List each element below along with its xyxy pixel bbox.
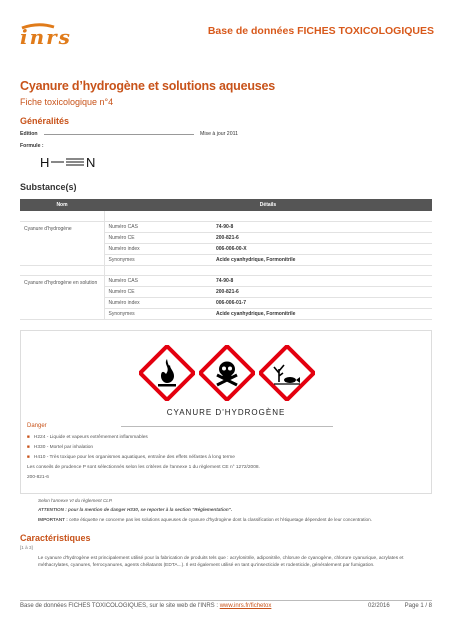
detail-value: Acide cyanhydrique, Formonitrile bbox=[212, 308, 432, 319]
substances-table bbox=[20, 199, 432, 320]
detail-label: Numéro index bbox=[104, 297, 212, 308]
clp-note: Selon l'annexe VI du règlement CLP. bbox=[38, 498, 113, 503]
detail-label: Synonymes bbox=[104, 308, 212, 319]
ec-number: 200-821-6 bbox=[27, 475, 49, 480]
table-spacer-row bbox=[20, 265, 432, 275]
detail-label: Synonymes bbox=[104, 254, 212, 265]
table-spacer-row bbox=[20, 211, 432, 221]
section-substances-heading: Substance(s) bbox=[20, 182, 77, 192]
table-row bbox=[20, 221, 432, 232]
detail-label: Numéro CAS bbox=[104, 275, 212, 286]
detail-value: Acide cyanhydrique, Formonitrile bbox=[212, 254, 432, 265]
important-note: IMPORTANT : cette étiquette ne concerne pas les solutions aqueuses de cyanure d'hydrogène dont la classification et l'étiquetage dépendent de leur concentration. bbox=[38, 517, 372, 522]
label-divider bbox=[121, 426, 333, 427]
detail-label: Numéro CE bbox=[104, 232, 212, 243]
detail-value: 74-90-8 bbox=[212, 221, 432, 232]
hazard-label-box bbox=[20, 330, 432, 494]
detail-value: 200-821-6 bbox=[212, 286, 432, 297]
danger-signal-word: Danger bbox=[27, 423, 47, 429]
hazard-statement: ■ H330 - Mortel par inhalation bbox=[27, 445, 94, 450]
detail-value: 74-90-8 bbox=[212, 275, 432, 286]
formula-h: H bbox=[40, 155, 50, 170]
detail-label: Numéro CE bbox=[104, 286, 212, 297]
document-title: Cyanure d’hydrogène et solutions aqueuses bbox=[20, 79, 276, 93]
bullet-icon: ■ bbox=[27, 435, 30, 440]
attention-note: ATTENTION : pour la mention de danger H330, se reporter à la section "Réglementation". bbox=[38, 507, 233, 512]
section-caracteristiques-heading: Caractéristiques bbox=[20, 533, 91, 543]
footer-divider bbox=[20, 600, 432, 601]
prudence-text: Les conseils de prudence P sont sélectionnés selon les critères de l'annexe 1 du règlement CE n° 1272/2008. bbox=[27, 465, 260, 470]
svg-text:inrs: inrs bbox=[20, 25, 72, 48]
page-header bbox=[0, 0, 452, 68]
substance-name: Cyanure d'hydrogène en solution bbox=[20, 275, 104, 319]
substance-name: Cyanure d'hydrogène bbox=[20, 221, 104, 265]
flame-pictogram-icon bbox=[139, 345, 195, 401]
detail-value: 200-821-6 bbox=[212, 232, 432, 243]
section-generalites-heading: Généralités bbox=[20, 116, 70, 126]
page-number: Page 1 / 8 bbox=[404, 603, 432, 609]
footer-link[interactable]: www.inrs.fr/fichetox bbox=[219, 603, 272, 609]
formula-label: Formule : bbox=[20, 143, 44, 149]
bullet-icon: ■ bbox=[27, 445, 30, 450]
detail-label: Numéro CAS bbox=[104, 221, 212, 232]
hazard-statement: ■ H224 - Liquide et vapeurs extrêmement inflammables bbox=[27, 435, 148, 440]
column-header-details: Détails bbox=[104, 199, 432, 211]
footer-date: 02/2016 bbox=[368, 603, 390, 609]
footer-text: Base de données FICHES TOXICOLOGIQUES, sur le site web de l'INRS : bbox=[20, 603, 219, 609]
environment-pictogram-icon bbox=[259, 345, 315, 401]
detail-label: Numéro index bbox=[104, 243, 212, 254]
hazard-statement: ■ H410 - Très toxique pour les organismes aquatiques, entraîne des effets néfastes à long terme bbox=[27, 455, 235, 460]
inrs-logo bbox=[18, 22, 96, 48]
table-header-row bbox=[20, 199, 432, 211]
document-subtitle: Fiche toxicologique n°4 bbox=[20, 97, 114, 107]
table-row bbox=[20, 275, 432, 286]
edition-label: Edition bbox=[20, 131, 38, 137]
bullet-icon: ■ bbox=[27, 455, 30, 460]
column-header-name: Nom bbox=[20, 199, 104, 211]
label-product-name: CYANURE D'HYDROGÈNE bbox=[166, 408, 286, 417]
database-title: Base de données FICHES TOXICOLOGIQUES bbox=[207, 25, 434, 37]
page-footer bbox=[20, 603, 432, 609]
chemical-formula bbox=[40, 154, 100, 175]
edition-divider bbox=[44, 134, 194, 135]
reference-tag: [1 à 3] bbox=[20, 545, 33, 550]
detail-value: 006-006-01-7 bbox=[212, 297, 432, 308]
formula-n: N bbox=[86, 155, 96, 170]
detail-value: 006-006-00-X bbox=[212, 243, 432, 254]
skull-crossbones-pictogram-icon bbox=[199, 345, 255, 401]
update-date: Mise à jour 2011 bbox=[200, 131, 238, 137]
caracteristiques-paragraph: Le cyanure d'hydrogène est principalement utilisé pour la fabrication de produits tels que : acrylonitrile, adiponitrile, chlorure de cyanogène, chlorure cyanurique, acrylates et méthacrylates, cyanures, ferrocyanures, agents chélatants (EDTA...). Il est également utilisé en tant qu'insecticide et rodenticide, généralement par fumigation. bbox=[38, 556, 404, 568]
